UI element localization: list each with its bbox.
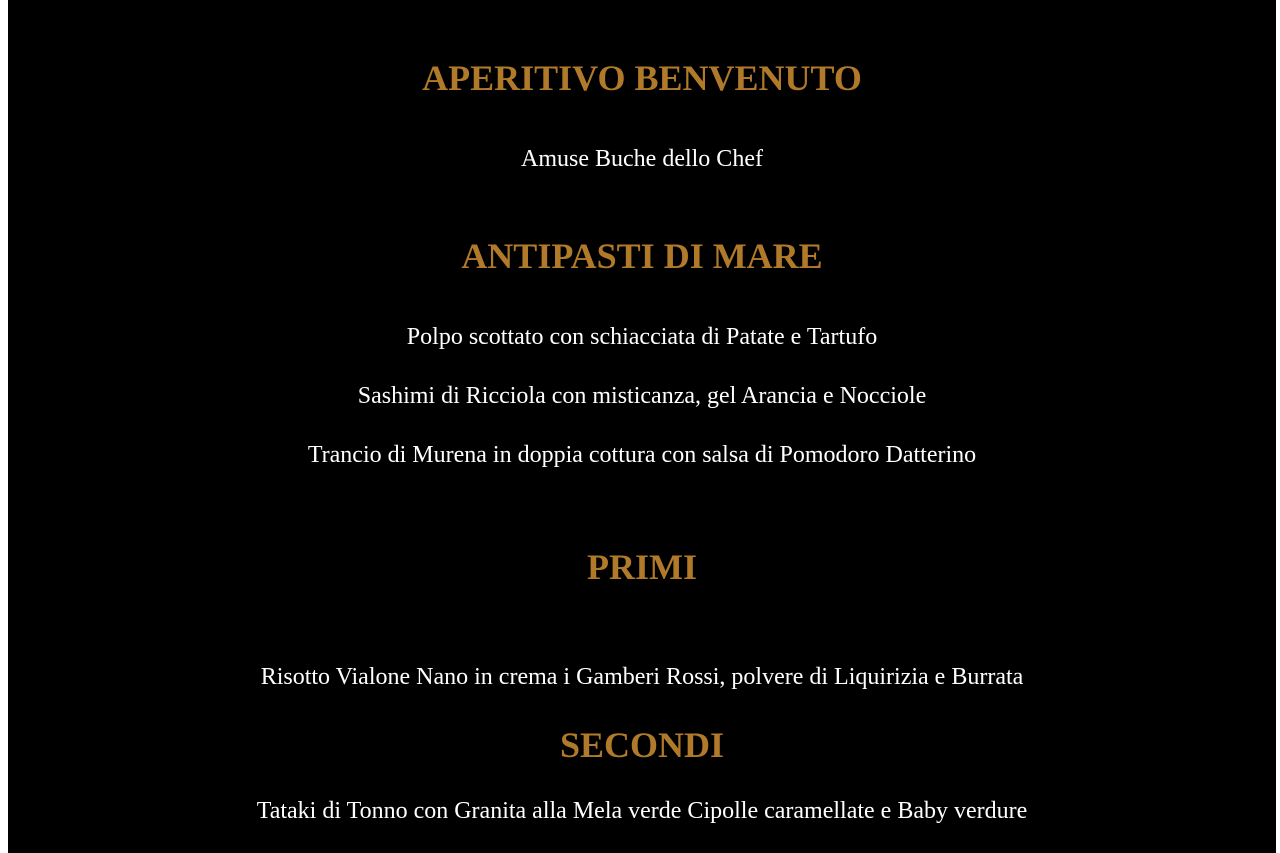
section-title-antipasti: ANTIPASTI DI MARE <box>461 236 823 276</box>
menu-item: Risotto Vialone Nano in crema i Gamberi Rossi, polvere di Liquirizia e Burrata <box>260 664 1024 690</box>
section-title-secondi: SECONDI <box>559 725 725 765</box>
menu-item: Tataki di Tonno con Granita alla Mela verde Cipolle caramellate e Baby verdure <box>256 798 1028 824</box>
section-title-aperitivo: APERITIVO BENVENUTO <box>422 58 862 98</box>
menu-item: Sashimi di Ricciola con misticanza, gel Arancia e Nocciole <box>357 383 927 409</box>
menu-item: Polpo scottato con schiacciata di Patate e Tartufo <box>406 324 878 350</box>
menu-item: Amuse Buche dello Chef <box>521 146 763 172</box>
section-title-primi: PRIMI <box>587 547 697 587</box>
menu-item: Trancio di Murena in doppia cottura con salsa di Pomodoro Datterino <box>307 442 977 468</box>
menu-page <box>8 0 1276 853</box>
